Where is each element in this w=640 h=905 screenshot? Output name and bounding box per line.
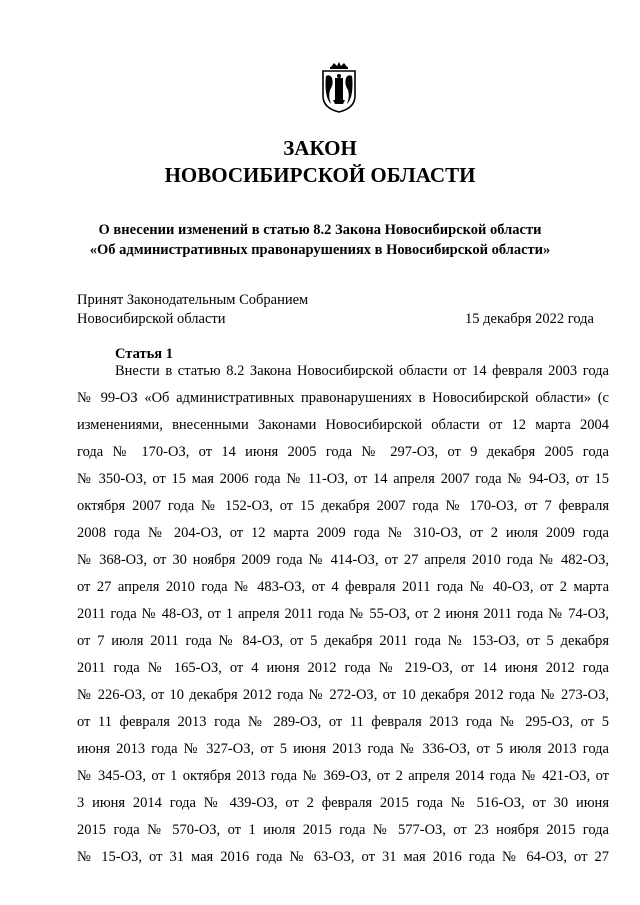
article-text-line: № 350-ОЗ, от 15 мая 2006 года № 11-ОЗ, от 14 апреля 2007 года № 94-ОЗ, от 15 — [77, 471, 609, 487]
law-region: НОВОСИБИРСКОЙ ОБЛАСТИ — [164, 163, 476, 187]
adoption-date: 15 декабря 2022 года — [465, 311, 594, 327]
article-text-line: № 226-ОЗ, от 10 декабря 2012 года № 272-ОЗ, от 10 декабря 2012 года № 273-ОЗ, — [77, 687, 609, 703]
article-text-line: 2011 года № 48-ОЗ, от 1 апреля 2011 года № 55-ОЗ, от 2 июня 2011 года № 74-ОЗ, — [77, 606, 609, 622]
adopted-by-line-2: Новосибирской области — [77, 311, 226, 327]
article-text-line: года № 170-ОЗ, от 14 июня 2005 года № 297-ОЗ, от 9 декабря 2005 года — [77, 444, 609, 460]
article-text-line: от 27 апреля 2010 года № 483-ОЗ, от 4 февраля 2011 года № 40-ОЗ, от 2 марта — [77, 579, 609, 595]
article-text-line: 2011 года № 165-ОЗ, от 4 июня 2012 года № 219-ОЗ, от 14 июня 2012 года — [77, 660, 609, 676]
article-text-line: июня 2013 года № 327-ОЗ, от 5 июня 2013 года № 336-ОЗ, от 5 июля 2013 года — [77, 741, 609, 757]
article-text-line: изменениями, внесенными Законами Новосибирской области от 12 марта 2004 — [77, 417, 609, 433]
law-subject-line-2: «Об административных правонарушениях в Новосибирской области» — [89, 242, 551, 258]
law-subject-line-1: О внесении изменений в статью 8.2 Закона Новосибирской области — [98, 222, 542, 238]
article-text-line: № 345-ОЗ, от 1 октября 2013 года № 369-ОЗ, от 2 апреля 2014 года № 421-ОЗ, от — [77, 768, 609, 784]
adopted-by-line-1: Принят Законодательным Собранием — [77, 292, 309, 308]
article-text-line: 2008 года № 204-ОЗ, от 12 марта 2009 года № 310-ОЗ, от 2 июля 2009 года — [77, 525, 609, 541]
article-text-line: 3 июня 2014 года № 439-ОЗ, от 2 февраля 2015 года № 516-ОЗ, от 30 июня — [77, 795, 609, 811]
article-text-line: 2015 года № 570-ОЗ, от 1 июля 2015 года № 577-ОЗ, от 23 ноября 2015 года — [77, 822, 609, 838]
article-text-line: Внести в статью 8.2 Закона Новосибирской области от 14 февраля 2003 года — [115, 363, 609, 379]
article-text-line: № 15-ОЗ, от 31 мая 2016 года № 63-ОЗ, от 31 мая 2016 года № 64-ОЗ, от 27 — [77, 849, 609, 865]
article-text-line: октября 2007 года № 152-ОЗ, от 15 декабря 2007 года № 170-ОЗ, от 7 февраля — [77, 498, 609, 514]
law-title: ЗАКОН — [283, 136, 357, 160]
article-text-line: № 368-ОЗ, от 30 ноября 2009 года № 414-ОЗ, от 27 апреля 2010 года № 482-ОЗ, — [77, 552, 609, 568]
article-text-line: от 11 февраля 2013 года № 289-ОЗ, от 11 февраля 2013 года № 295-ОЗ, от 5 — [77, 714, 609, 730]
article-text-line: № 99-ОЗ «Об административных правонарушениях в Новосибирской области» (с — [77, 390, 609, 406]
article-text-line: от 7 июля 2011 года № 84-ОЗ, от 5 декабря 2011 года № 153-ОЗ, от 5 декабря — [77, 633, 609, 649]
article-heading: Статья 1 — [115, 346, 173, 362]
coat-of-arms-icon — [316, 62, 362, 114]
